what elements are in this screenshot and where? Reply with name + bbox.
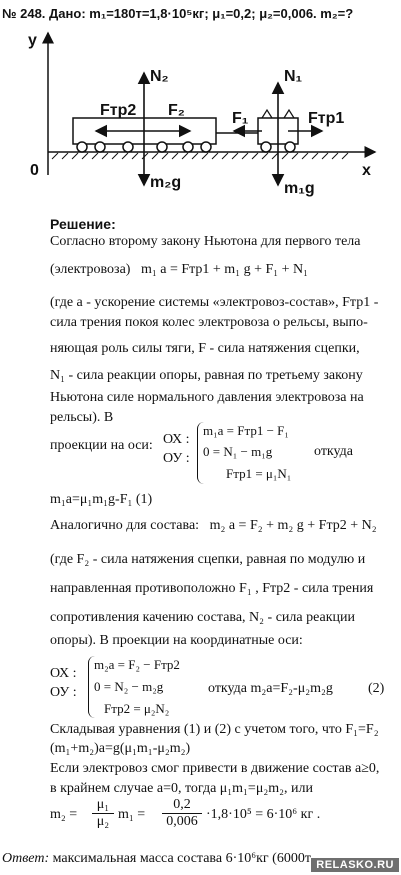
solution-p2-l3: няющая роль силы тяги, F - сила натяжения сцепки, <box>50 341 360 356</box>
solution-p5-l1: Складывая уравнения (1) и (2) с учетом того, что F₁=F₂ <box>50 722 379 737</box>
sys2-row1: m₂a = F₂ − Fтр2 <box>94 657 180 672</box>
ground-hatching <box>52 153 348 159</box>
eq-number-2: (2) <box>368 681 385 696</box>
force-diagram <box>0 25 401 215</box>
sys2-row3: Fтр2 = μ₂N₂ <box>104 701 170 716</box>
sys1-row3: Fтр1 = μ₁N₁ <box>226 466 292 481</box>
answer-text: максимальная масса состава 6·10⁶кг (6000т <box>52 851 311 866</box>
pantograph-left <box>262 110 272 118</box>
solution-p6-l2: в крайнем случае a=0, тогда μ₁m₁=μ₂m₂, или <box>50 781 313 796</box>
frac1 <box>92 797 114 830</box>
solution-p1-l1: Согласно второму закону Ньютона для первого тела <box>50 234 361 249</box>
sys1-row1: m₁a = Fтр1 − F₁ <box>203 423 289 438</box>
watermark-badge: RELASKO.RU <box>311 858 399 872</box>
solution-p2-l6: рельсы). В <box>50 410 114 425</box>
solution-p2-l5: Ньютона силе нормального давления электровоза на <box>50 390 364 405</box>
sys2-row2: 0 = N₂ − m₂g <box>94 679 164 694</box>
sys2-oy: ОУ : <box>50 685 77 700</box>
sys1-row2: 0 = N₁ − m₁g <box>203 444 273 459</box>
frac1-den: μ₂ <box>96 814 110 829</box>
newton-eq-1: m₁ a = Fтр1 + m₁ g + F₁ + N₁ <box>140 262 309 277</box>
solution-p4-l4: опоры). В проекции на координатные оси: <box>50 633 303 648</box>
solution-p2-l2: сила трения покоя колес электровоза о рельсы, выпо- <box>50 315 368 330</box>
label-N2: N₂ <box>150 68 169 85</box>
result-1: m₁a=μ₁m₁g-F₁ (1) <box>50 492 153 507</box>
solution-p1-l2-pre: (электровоза) <box>50 262 131 277</box>
label-Ftr2: Fтр2 <box>100 102 137 119</box>
sys1-oy: ОУ : <box>163 451 190 466</box>
final-lhs: m₂ = <box>50 807 78 822</box>
final-rhs: ·1,8·10⁵ = 6·10⁶ кг . <box>206 807 321 822</box>
label-Ftr1: Fтр1 <box>308 110 345 127</box>
frac2-den: 0,006 <box>166 814 198 829</box>
problem-header <box>2 6 353 22</box>
frac1-num: μ₁ <box>92 797 114 814</box>
label-N1: N₁ <box>284 68 303 85</box>
sys1-ox: ОХ : <box>163 432 190 447</box>
pantograph-right <box>284 110 294 118</box>
solution-p3 <box>50 518 377 534</box>
solution-p5-l2: (m₁+m₂)a=g(μ₁m₁-μ₂m₂) <box>50 741 191 756</box>
answer-line <box>2 851 311 867</box>
problem-given: Дано: m₁=180т=1,8·10⁵кг; μ₁=0,2; μ₂=0,006. m₂=? <box>49 6 354 21</box>
whence-2: откуда m₂a=F₂-μ₂m₂g <box>208 681 333 696</box>
origin-label: 0 <box>30 162 39 179</box>
solution-p1-l2 <box>50 262 308 278</box>
frac2-num: 0,2 <box>162 797 202 814</box>
label-m2g: m₂g <box>150 174 182 191</box>
problem-number: № 248. <box>2 6 46 21</box>
solution-p4-l3: сопротивления качению состава, N₂ - сила реакции <box>50 610 355 625</box>
final-mid: m₁ = <box>118 807 146 822</box>
solution-p6-l1: Если электровоз смог привести в движение состав a≥0, <box>50 761 380 776</box>
sys2-ox: ОХ : <box>50 666 77 681</box>
frac2 <box>162 797 202 830</box>
proj-label-1: проекции на оси: <box>50 438 153 453</box>
y-axis-label: y <box>28 32 37 49</box>
solution-p3-pre: Аналогично для состава: <box>50 518 200 533</box>
solution-p4-l2: направленная противоположно F₁ , Fтр2 - сила трения <box>50 581 374 596</box>
label-F2: F₂ <box>168 102 185 119</box>
solution-p2-l4: N₁ - сила реакции опоры, равная по третьему закону <box>50 368 363 383</box>
whence-1: откуда <box>314 444 353 459</box>
answer-label: Ответ: <box>2 851 50 866</box>
newton-eq-2: m₂ a = F₂ + m₂ g + Fтр2 + N₂ <box>209 518 377 533</box>
x-axis-label: x <box>362 162 371 179</box>
label-F1: F₁ <box>232 110 249 127</box>
solution-title: Решение: <box>50 216 116 232</box>
solution-p2-l1: (где a - ускорение системы «электровоз-состав», Fтр1 - <box>50 295 379 310</box>
solution-p4-l1: (где F₂ - сила натяжения сцепки, равная по модулю и <box>50 552 366 567</box>
label-m1g: m₁g <box>284 180 315 197</box>
